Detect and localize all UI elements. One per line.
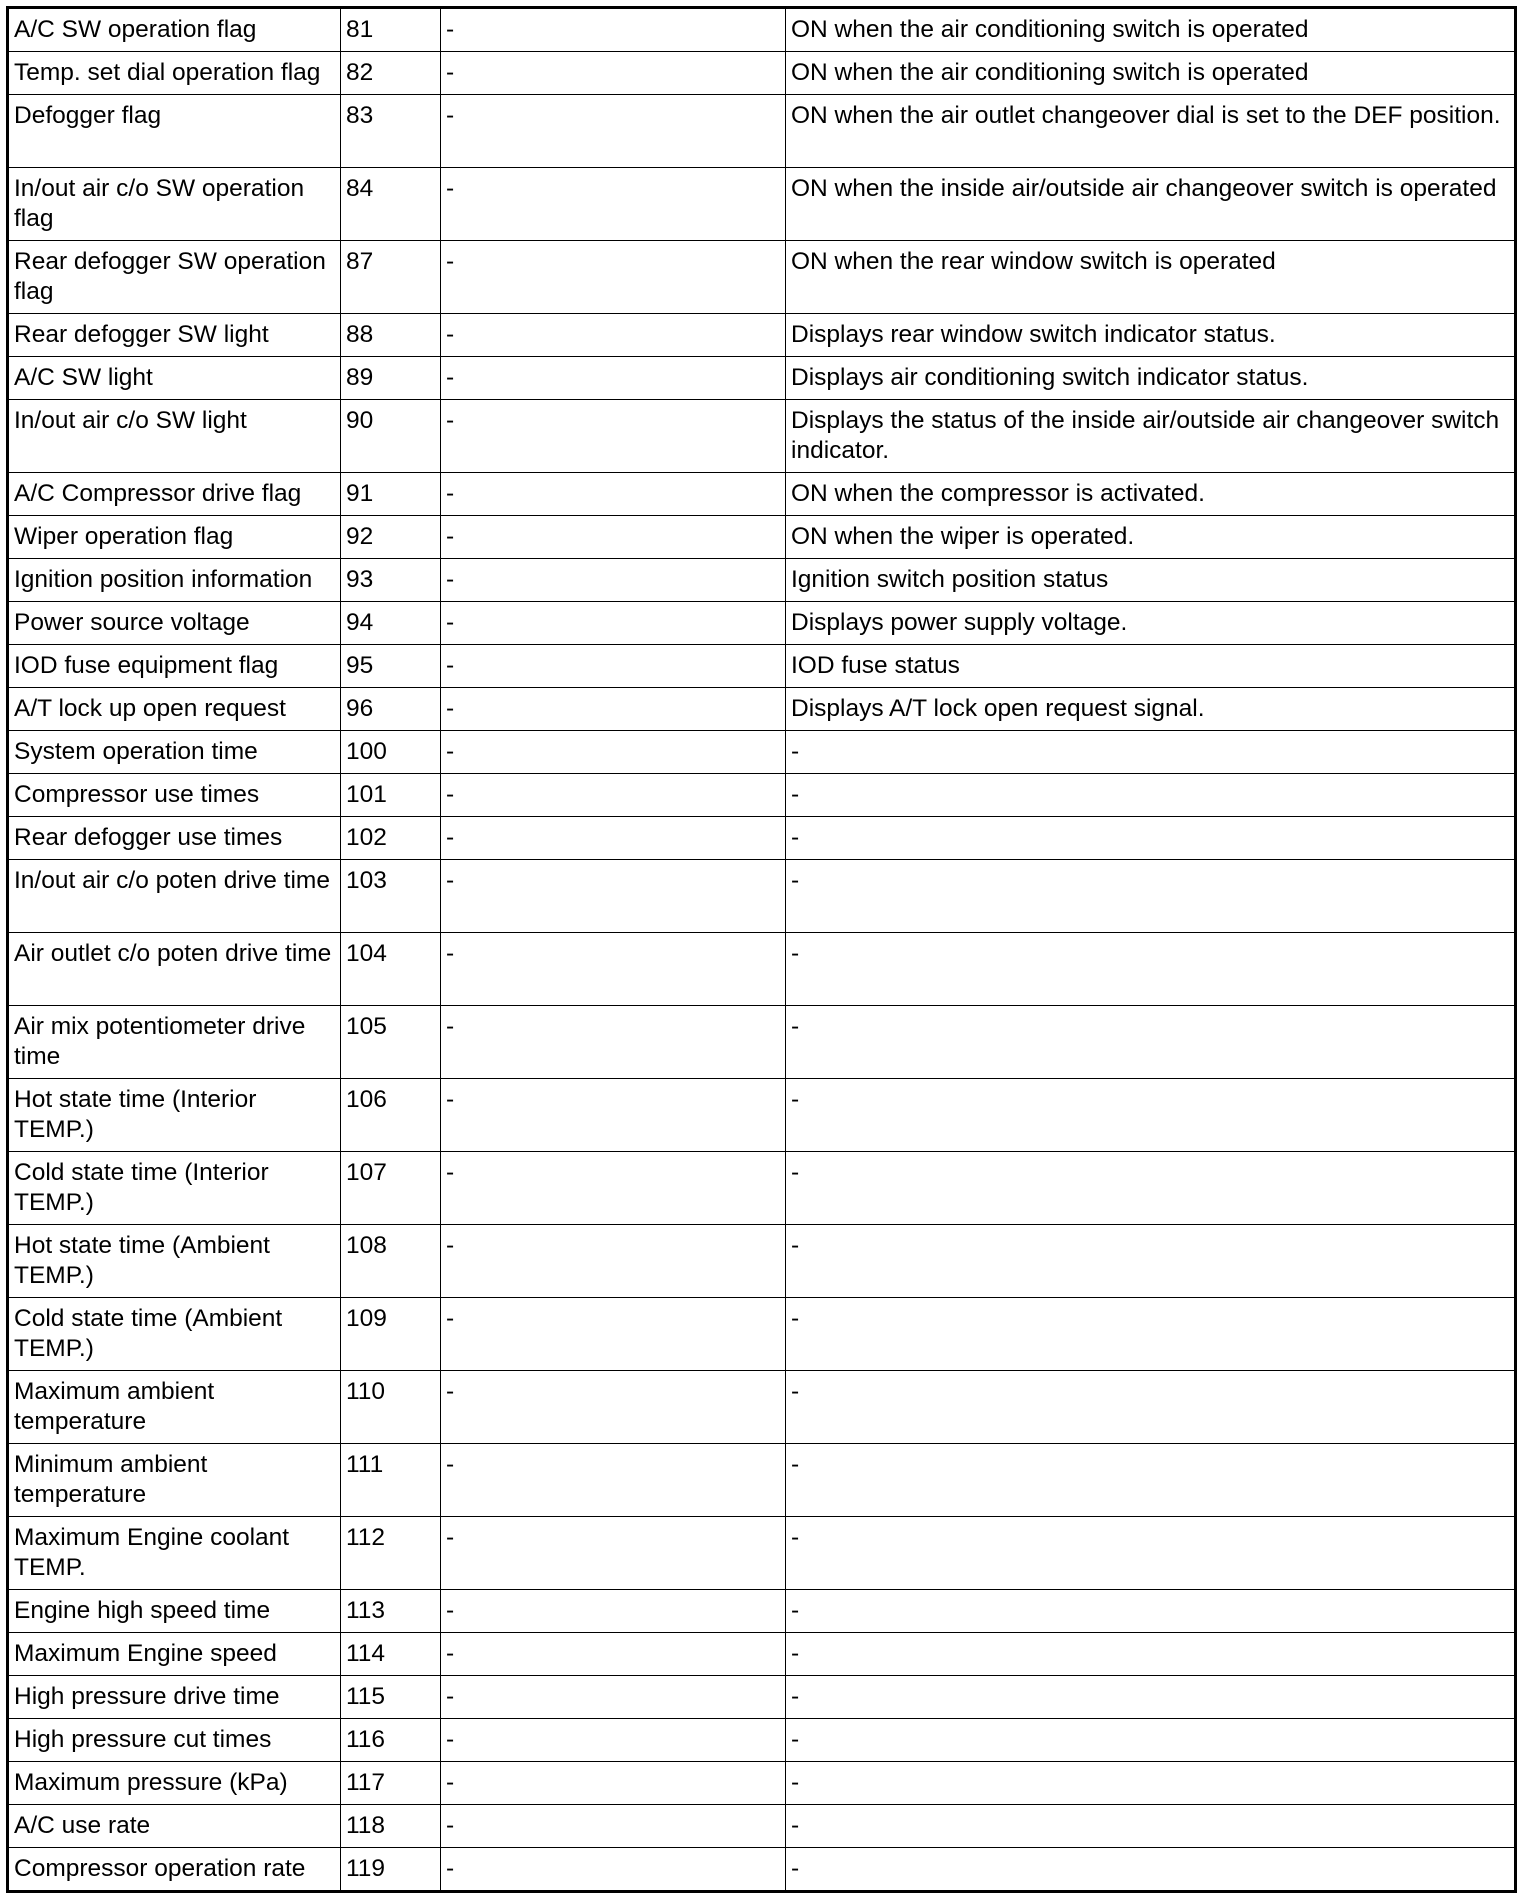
unit-cell: -: [441, 817, 786, 860]
table-row: [8, 1444, 1516, 1517]
item-number-cell: 100: [341, 731, 441, 774]
description-cell: -: [786, 1762, 1516, 1805]
item-name-cell: Rear defogger use times: [8, 817, 341, 860]
description-cell: -: [786, 1006, 1516, 1079]
item-name-cell: Cold state time (Ambient TEMP.): [8, 1298, 341, 1371]
description-cell: Displays power supply voltage.: [786, 602, 1516, 645]
table-body: [8, 8, 1516, 1892]
item-number-cell: 111: [341, 1444, 441, 1517]
item-name-cell: Cold state time (Interior TEMP.): [8, 1152, 341, 1225]
table-row: [8, 774, 1516, 817]
data-monitor-sheet: [6, 6, 1514, 1893]
table-row: [8, 400, 1516, 473]
item-name-cell: Compressor operation rate: [8, 1848, 341, 1892]
table-row: [8, 559, 1516, 602]
item-number-cell: 90: [341, 400, 441, 473]
unit-cell: -: [441, 1298, 786, 1371]
table-row: [8, 1805, 1516, 1848]
description-cell: -: [786, 774, 1516, 817]
description-cell: -: [786, 817, 1516, 860]
table-row: [8, 95, 1516, 168]
item-number-cell: 91: [341, 473, 441, 516]
item-name-cell: Power source voltage: [8, 602, 341, 645]
item-name-cell: Wiper operation flag: [8, 516, 341, 559]
unit-cell: -: [441, 1225, 786, 1298]
table-row: [8, 8, 1516, 52]
table-row: [8, 314, 1516, 357]
table-row: [8, 817, 1516, 860]
item-number-cell: 113: [341, 1590, 441, 1633]
item-name-cell: Defogger flag: [8, 95, 341, 168]
table-row: [8, 1676, 1516, 1719]
item-name-cell: Maximum pressure (kPa): [8, 1762, 341, 1805]
item-name-cell: High pressure drive time: [8, 1676, 341, 1719]
table-row: [8, 1225, 1516, 1298]
item-number-cell: 93: [341, 559, 441, 602]
item-number-cell: 102: [341, 817, 441, 860]
description-cell: Displays the status of the inside air/outside air changeover switch indicator.: [786, 400, 1516, 473]
item-number-cell: 112: [341, 1517, 441, 1590]
table-row: [8, 860, 1516, 933]
unit-cell: -: [441, 314, 786, 357]
item-name-cell: Engine high speed time: [8, 1590, 341, 1633]
unit-cell: -: [441, 400, 786, 473]
table-row: [8, 52, 1516, 95]
item-number-cell: 118: [341, 1805, 441, 1848]
unit-cell: -: [441, 933, 786, 1006]
item-name-cell: A/C Compressor drive flag: [8, 473, 341, 516]
description-cell: ON when the wiper is operated.: [786, 516, 1516, 559]
item-name-cell: Hot state time (Interior TEMP.): [8, 1079, 341, 1152]
description-cell: -: [786, 1517, 1516, 1590]
table-row: [8, 473, 1516, 516]
item-number-cell: 115: [341, 1676, 441, 1719]
item-name-cell: In/out air c/o poten drive time: [8, 860, 341, 933]
item-number-cell: 117: [341, 1762, 441, 1805]
description-cell: -: [786, 1633, 1516, 1676]
description-cell: -: [786, 1590, 1516, 1633]
table-row: [8, 1848, 1516, 1892]
item-name-cell: Compressor use times: [8, 774, 341, 817]
description-cell: ON when the compressor is activated.: [786, 473, 1516, 516]
description-cell: -: [786, 1152, 1516, 1225]
unit-cell: -: [441, 774, 786, 817]
unit-cell: -: [441, 241, 786, 314]
item-number-cell: 88: [341, 314, 441, 357]
item-number-cell: 103: [341, 860, 441, 933]
description-cell: ON when the inside air/outside air changeover switch is operated: [786, 168, 1516, 241]
table-row: [8, 1590, 1516, 1633]
table-row: [8, 1298, 1516, 1371]
item-name-cell: IOD fuse equipment flag: [8, 645, 341, 688]
item-number-cell: 94: [341, 602, 441, 645]
description-cell: ON when the air conditioning switch is operated: [786, 8, 1516, 52]
table-row: [8, 645, 1516, 688]
item-number-cell: 105: [341, 1006, 441, 1079]
description-cell: -: [786, 1225, 1516, 1298]
unit-cell: -: [441, 1676, 786, 1719]
unit-cell: -: [441, 473, 786, 516]
unit-cell: -: [441, 168, 786, 241]
table-row: [8, 1079, 1516, 1152]
item-name-cell: Air outlet c/o poten drive time: [8, 933, 341, 1006]
table-row: [8, 168, 1516, 241]
table-row: [8, 1006, 1516, 1079]
item-number-cell: 81: [341, 8, 441, 52]
item-name-cell: A/C SW light: [8, 357, 341, 400]
table-row: [8, 1633, 1516, 1676]
item-number-cell: 114: [341, 1633, 441, 1676]
unit-cell: -: [441, 1517, 786, 1590]
item-name-cell: Maximum Engine speed: [8, 1633, 341, 1676]
table-row: [8, 1517, 1516, 1590]
unit-cell: -: [441, 1805, 786, 1848]
item-name-cell: In/out air c/o SW light: [8, 400, 341, 473]
item-name-cell: Rear defogger SW light: [8, 314, 341, 357]
item-name-cell: Air mix potentiometer drive time: [8, 1006, 341, 1079]
item-number-cell: 109: [341, 1298, 441, 1371]
unit-cell: -: [441, 1444, 786, 1517]
description-cell: IOD fuse status: [786, 645, 1516, 688]
unit-cell: -: [441, 1633, 786, 1676]
table-row: [8, 1152, 1516, 1225]
description-cell: -: [786, 1719, 1516, 1762]
table-row: [8, 241, 1516, 314]
item-number-cell: 92: [341, 516, 441, 559]
item-number-cell: 116: [341, 1719, 441, 1762]
unit-cell: -: [441, 1590, 786, 1633]
item-name-cell: A/C use rate: [8, 1805, 341, 1848]
table-row: [8, 933, 1516, 1006]
item-name-cell: Minimum ambient temperature: [8, 1444, 341, 1517]
item-number-cell: 104: [341, 933, 441, 1006]
item-number-cell: 83: [341, 95, 441, 168]
item-name-cell: Maximum Engine coolant TEMP.: [8, 1517, 341, 1590]
item-number-cell: 110: [341, 1371, 441, 1444]
table-row: [8, 688, 1516, 731]
item-name-cell: A/C SW operation flag: [8, 8, 341, 52]
table-row: [8, 516, 1516, 559]
description-cell: ON when the air conditioning switch is operated: [786, 52, 1516, 95]
table-row: [8, 1762, 1516, 1805]
table-row: [8, 602, 1516, 645]
unit-cell: -: [441, 1719, 786, 1762]
description-cell: Displays A/T lock open request signal.: [786, 688, 1516, 731]
description-cell: -: [786, 860, 1516, 933]
unit-cell: -: [441, 688, 786, 731]
unit-cell: -: [441, 860, 786, 933]
unit-cell: -: [441, 559, 786, 602]
unit-cell: -: [441, 1006, 786, 1079]
item-name-cell: Hot state time (Ambient TEMP.): [8, 1225, 341, 1298]
item-number-cell: 108: [341, 1225, 441, 1298]
description-cell: -: [786, 1298, 1516, 1371]
description-cell: Displays air conditioning switch indicator status.: [786, 357, 1516, 400]
description-cell: -: [786, 933, 1516, 1006]
table-row: [8, 357, 1516, 400]
item-number-cell: 101: [341, 774, 441, 817]
unit-cell: -: [441, 52, 786, 95]
item-number-cell: 82: [341, 52, 441, 95]
unit-cell: -: [441, 731, 786, 774]
unit-cell: -: [441, 1371, 786, 1444]
item-name-cell: Rear defogger SW operation flag: [8, 241, 341, 314]
item-name-cell: Ignition position information: [8, 559, 341, 602]
item-name-cell: High pressure cut times: [8, 1719, 341, 1762]
data-monitor-table: [6, 6, 1517, 1893]
description-cell: Ignition switch position status: [786, 559, 1516, 602]
unit-cell: -: [441, 95, 786, 168]
table-row: [8, 1371, 1516, 1444]
unit-cell: -: [441, 1079, 786, 1152]
table-row: [8, 731, 1516, 774]
item-number-cell: 106: [341, 1079, 441, 1152]
description-cell: -: [786, 1805, 1516, 1848]
unit-cell: -: [441, 8, 786, 52]
item-name-cell: Temp. set dial operation flag: [8, 52, 341, 95]
item-name-cell: A/T lock up open request: [8, 688, 341, 731]
unit-cell: -: [441, 1762, 786, 1805]
description-cell: -: [786, 1079, 1516, 1152]
item-number-cell: 119: [341, 1848, 441, 1892]
unit-cell: -: [441, 1848, 786, 1892]
unit-cell: -: [441, 357, 786, 400]
description-cell: -: [786, 1444, 1516, 1517]
item-name-cell: In/out air c/o SW operation flag: [8, 168, 341, 241]
description-cell: ON when the rear window switch is operated: [786, 241, 1516, 314]
item-number-cell: 87: [341, 241, 441, 314]
description-cell: Displays rear window switch indicator status.: [786, 314, 1516, 357]
table-row: [8, 1719, 1516, 1762]
item-name-cell: System operation time: [8, 731, 341, 774]
description-cell: -: [786, 731, 1516, 774]
description-cell: -: [786, 1676, 1516, 1719]
description-cell: ON when the air outlet changeover dial is set to the DEF position.: [786, 95, 1516, 168]
item-number-cell: 84: [341, 168, 441, 241]
unit-cell: -: [441, 602, 786, 645]
description-cell: -: [786, 1371, 1516, 1444]
item-number-cell: 89: [341, 357, 441, 400]
item-name-cell: Maximum ambient temperature: [8, 1371, 341, 1444]
item-number-cell: 107: [341, 1152, 441, 1225]
unit-cell: -: [441, 645, 786, 688]
description-cell: -: [786, 1848, 1516, 1892]
unit-cell: -: [441, 1152, 786, 1225]
unit-cell: -: [441, 516, 786, 559]
item-number-cell: 96: [341, 688, 441, 731]
item-number-cell: 95: [341, 645, 441, 688]
